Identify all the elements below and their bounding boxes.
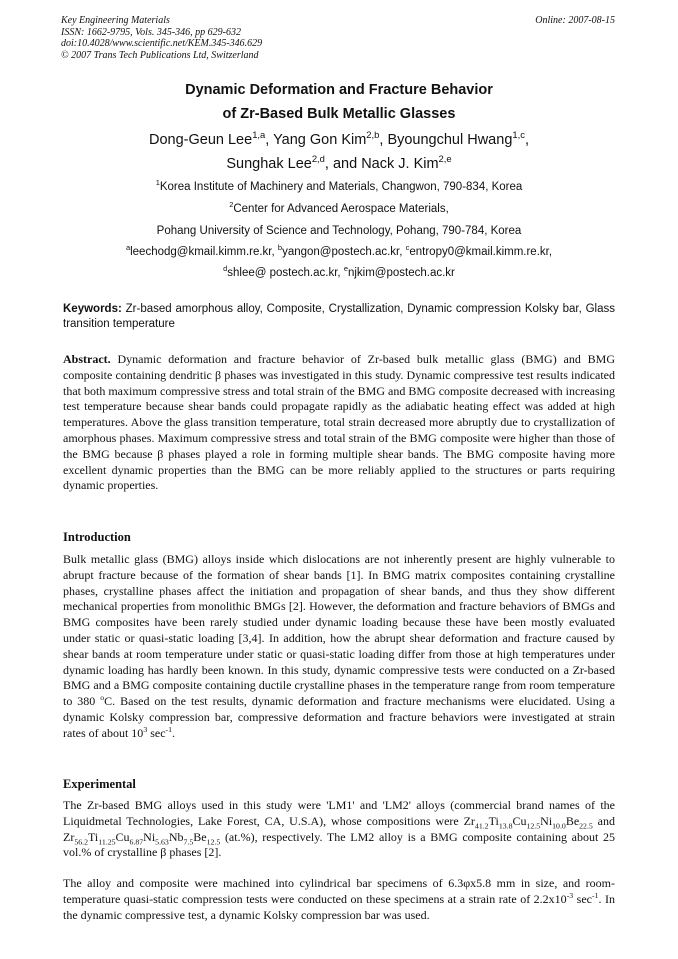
composition-lm2: [63, 830, 220, 844]
copyright-line: © 2007 Trans Tech Publications Ltd, Switzerland: [61, 49, 259, 61]
keywords-text: Zr-based amorphous alloy, Composite, Crystallization, Dynamic compression Kolsky bar, Glass transition temperature: [63, 303, 615, 330]
p2-exp: -3: [566, 890, 574, 900]
abstract-paragraph: [63, 352, 615, 494]
intro-text-end: .: [172, 725, 176, 740]
experimental-paragraph-1: [63, 798, 615, 861]
issn-line: ISSN: 1662-9795, Vols. 345-346, pp 629-632: [61, 26, 241, 38]
email-b: yangon@postech.ac.kr,: [282, 246, 403, 258]
element-symbol: Be: [193, 829, 207, 844]
email-sup: b: [277, 243, 283, 253]
element-symbol: Be: [565, 813, 580, 828]
affiliation-2: [40, 200, 638, 215]
exp-p2-b: sec: [573, 891, 592, 906]
exp-p1-and: and: [597, 813, 615, 828]
experimental-paragraph-2: [63, 876, 615, 923]
author-name: Byoungchul Hwang: [387, 132, 513, 148]
introduction-heading: Introduction: [63, 530, 131, 544]
email-sup: e: [343, 264, 348, 274]
element-fraction: 13.8: [498, 821, 513, 831]
rate-exp: 3: [143, 724, 148, 734]
author-sup: 2,b: [366, 129, 380, 141]
element-symbol: Nb: [168, 829, 184, 844]
affiliation-1: [40, 178, 638, 193]
element-fraction: 11.25: [98, 836, 116, 846]
aff-text: Center for Advanced Aerospace Materials,: [233, 203, 449, 215]
experimental-heading: Experimental: [63, 777, 136, 791]
element-symbol: Zr: [63, 829, 75, 844]
intro-text-sec: sec: [147, 725, 166, 740]
title-line-2: of Zr-Based Bulk Metallic Glasses: [222, 106, 456, 122]
element-symbol: Ti: [488, 813, 499, 828]
email-e: njkim@postech.ac.kr: [347, 267, 455, 279]
journal-meta: [61, 15, 615, 61]
element-symbol: Ni: [143, 829, 156, 844]
email-c: entropy0@kmail.kimm.re.kr,: [409, 246, 553, 258]
email-line-1: [40, 243, 638, 258]
author-sup: 2,e: [438, 153, 452, 165]
aff-sup: 1: [155, 178, 160, 188]
element-fraction: 12.5: [526, 821, 541, 831]
exp-p2-c: . In the dynamic compressive test, a dynamic Kolsky compression bar was used.: [63, 891, 615, 922]
author-name: Yang Gon Kim: [273, 132, 367, 148]
element-fraction: 7.5: [183, 836, 194, 846]
element-fraction: 56.2: [74, 836, 88, 846]
email-d: shlee@ postech.ac.kr,: [227, 267, 341, 279]
keywords-label: Keywords:: [63, 303, 122, 315]
p2-sec-exp: -1: [592, 890, 599, 900]
aff-text: Korea Institute of Machinery and Materials, Changwon, 790-834, Korea: [159, 181, 523, 193]
abstract-text: Dynamic deformation and fracture behavior of Zr-based bulk metallic glass (BMG) and BMG composite containing dendritic β phases was investigated in this study. Dynamic compressive test results indicated that both maximum compressive stress and total strain of the BMG and BMG composite decreased with increasing test temperature because shear bands could propagate rapidly as the adiabatic heating effect was added at high temperatures. Above the glass transition temperature, total strain decreased more abruptly due to crystallization of amorphous phases. Maximum compressive stress and total strain of the BMG composite were higher than those of the BMG because β phases played a role in forming multiple shear bands. The BMG composite having more excellent dynamic properties than the BMG can be more reliably applied to the structures or parts requiring dynamic properties.: [63, 352, 616, 493]
online-date: Online: 2007-08-15: [535, 15, 615, 26]
author-name: Nack J. Kim: [361, 156, 439, 172]
affiliation-2b: Pohang University of Science and Technology, Pohang, 790-784, Korea: [156, 225, 522, 237]
author-sup: 1,a: [252, 129, 266, 141]
authors-line-2: Sunghak Lee$^{2,d}$, and Nack J. Kim$^{2,e}$: [226, 153, 452, 172]
element-symbol: Ti: [87, 829, 99, 844]
keywords-block: [63, 302, 615, 332]
journal-name: Key Engineering Materials: [61, 15, 170, 26]
element-symbol: Zr: [463, 813, 475, 828]
author-name: Sunghak Lee: [226, 156, 312, 172]
author-sup: 2,d: [311, 153, 325, 165]
aff-sup: 2: [229, 200, 234, 210]
degree-sup: o: [100, 693, 105, 703]
element-fraction: 5.63: [155, 836, 169, 846]
element-symbol: Cu: [115, 829, 130, 844]
author-and: and: [332, 156, 358, 172]
abstract-label: Abstract.: [63, 352, 111, 366]
intro-text-c: C. Based on the test results, dynamic deformation and fracture mechanisms were elucidated. Using a dynamic Kolsky compression bar, compressive deformation and fracture behaviors were investigated at strain rates of about 10: [63, 694, 616, 740]
element-fraction: 6.87: [129, 836, 144, 846]
intro-text-main: Bulk metallic glass (BMG) alloys inside which dislocations are not inherently present are highly vulnerable to abrupt fracture because of the formation of shear bands [1]. In BMG matrix composites containing crystalline phases, crystalline phases affect the initiation and propagation of shear bands, and thus they show different mechanical properties from monolithic BMGs [2]. However, the deformation and fracture behaviors of BMGs and BMG composites have been rarely studied under dynamic loading because these have been mostly evaluated under static or quasi-static loading [3,4]. In addition, how the abrupt shear deformation and fracture caused by shear bands at room temperature under static or quasi-static loading differ from those at high temperatures under dynamic loading has hardly been known. In this study, dynamic compressive tests were conducted on a Zr-based BMG and a BMG composite containing ductile crystalline phases in the temperature range from room temperature to 380: [63, 552, 615, 709]
composition-lm1: [463, 813, 593, 831]
email-sup: d: [223, 264, 228, 274]
author-name: Dong-Geun Lee: [149, 132, 253, 148]
email-sup: a: [125, 243, 131, 253]
exp-p1-start: The Zr-based BMG alloys used in this study were 'LM1' and 'LM2' alloys (commercial brand names of the Liquidmetal Technologies, Lake Forest, CA, U.S.A), whose compositions were: [63, 798, 615, 828]
email-line-2: [40, 264, 638, 279]
element-fraction: 22.5: [579, 821, 593, 831]
element-symbol: Ni: [540, 813, 553, 828]
element-fraction: 10.0: [552, 821, 566, 831]
doi-line: doi:10.4028/www.scientific.net/KEM.345-346.629: [61, 38, 263, 49]
element-fraction: 12.5: [206, 836, 221, 846]
author-sup: 1,c: [512, 129, 525, 141]
authors-line-1: Dong-Geun Lee$^{1,a}$, Yang Gon Kim$^{2,b}$, Byoungchul Hwang$^{1,c}$,: [149, 129, 529, 148]
email-sup: c: [405, 243, 410, 253]
element-symbol: Cu: [512, 813, 527, 828]
element-fraction: 41.2: [474, 821, 489, 831]
exp-p2-a: The alloy and composite were machined into cylindrical bar specimens of 6.3φx5.8 mm in size, and room-temperature quasi-static compression tests were conducted on these specimens at a strain rate of 2.2x10: [63, 876, 615, 906]
sec-exp: -1: [165, 724, 173, 734]
exp-p1-end: (at.%), respectively. The LM2 alloy is a BMG composite containing about 25 vol.% of crystalline β phases [2].: [63, 829, 615, 860]
introduction-paragraph: [63, 552, 615, 742]
title-line-1: Dynamic Deformation and Fracture Behavior: [185, 82, 493, 98]
email-a: leechodg@kmail.kimm.re.kr,: [130, 246, 275, 258]
